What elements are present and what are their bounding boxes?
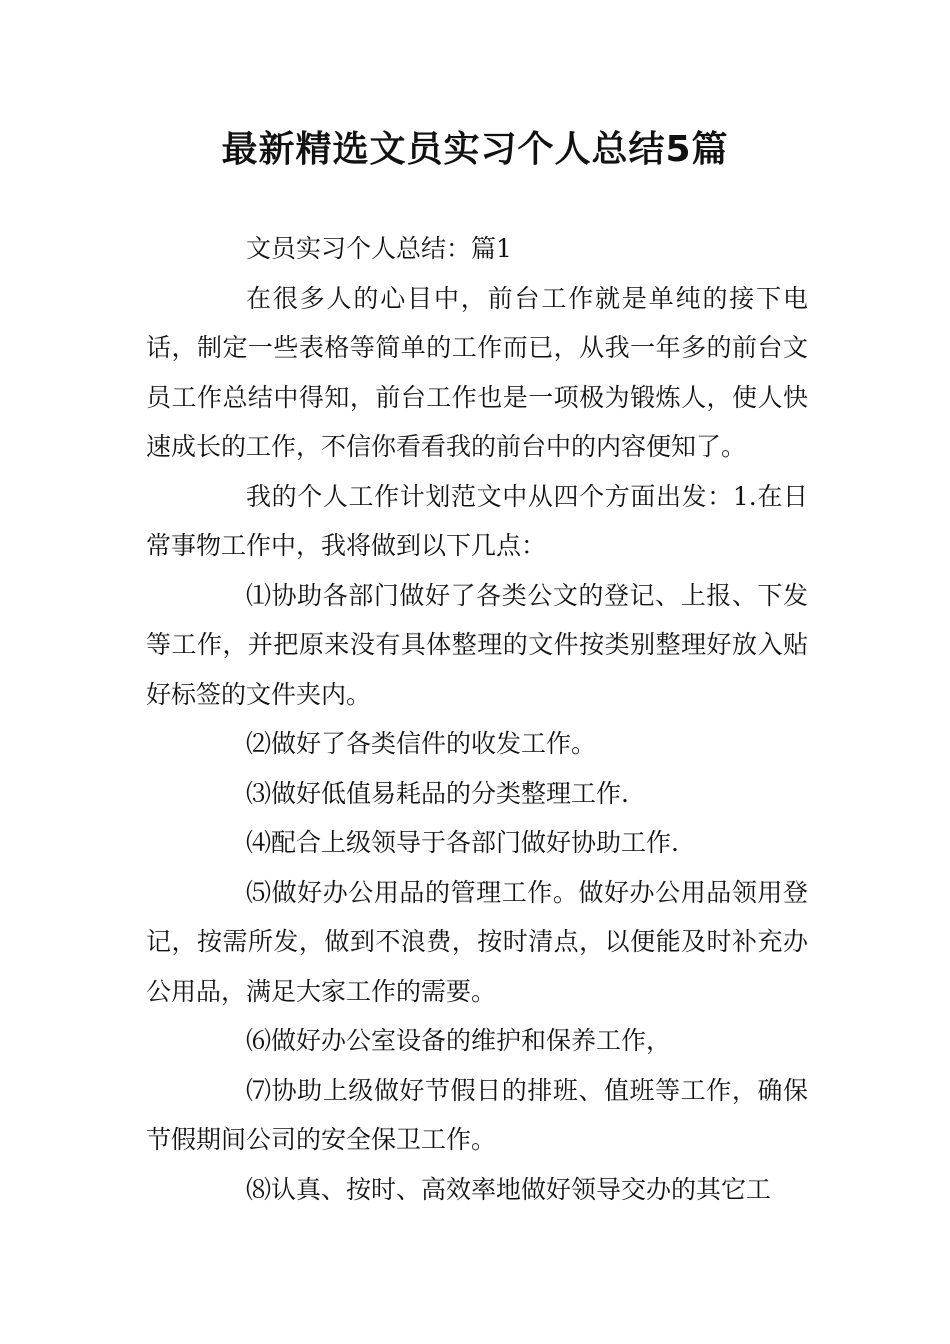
list-item-paragraph: ⑵做好了各类信件的收发工作。 (246, 729, 597, 758)
list-item-paragraph: ⑸做好办公用品的管理工作。做好办公用品领用登记，按需所发，做到不浪费，按时清点，以便能及时补充办公用品，满足大家工作的需要。 (146, 877, 808, 1006)
list-item-paragraph: ⑺协助上级做好节假日的排班、值班等工作，确保节假期间公司的安全保卫工作。 (146, 1075, 808, 1154)
document-title: 最新精选文员实习个人总结5篇 (221, 129, 729, 170)
list-item-paragraph: ⑷配合上级领导于各部门做好协助工作. (246, 828, 679, 857)
document-body (146, 224, 808, 1214)
body-paragraph: 在很多人的心目中，前台工作就是单纯的接下电话，制定一些表格等简单的工作而已，从我一年多的前台文员工作总结中得知，前台工作也是一项极为锻炼人，使人快速成长的工作，不信你看看我的前台中的内容便知了。 (146, 283, 808, 461)
list-item-paragraph: ⑶做好低值易耗品的分类整理工作. (246, 778, 629, 808)
section-heading: 文员实习个人总结：篇1 (246, 234, 512, 263)
body-paragraph: 我的个人工作计划范文中从四个方面出发：1.在日常事物工作中，我将做到以下几点： (146, 481, 808, 560)
list-item-paragraph: ⑴协助各部门做好了各类公文的登记、上报、下发等工作，并把原来没有具体整理的文件按类别整理好放入贴好标签的文件夹内。 (146, 580, 808, 709)
list-item-paragraph: ⑻认真、按时、高效率地做好领导交办的其它工 (246, 1174, 772, 1204)
list-item-paragraph: ⑹做好办公室设备的维护和保养工作， (246, 1026, 672, 1055)
